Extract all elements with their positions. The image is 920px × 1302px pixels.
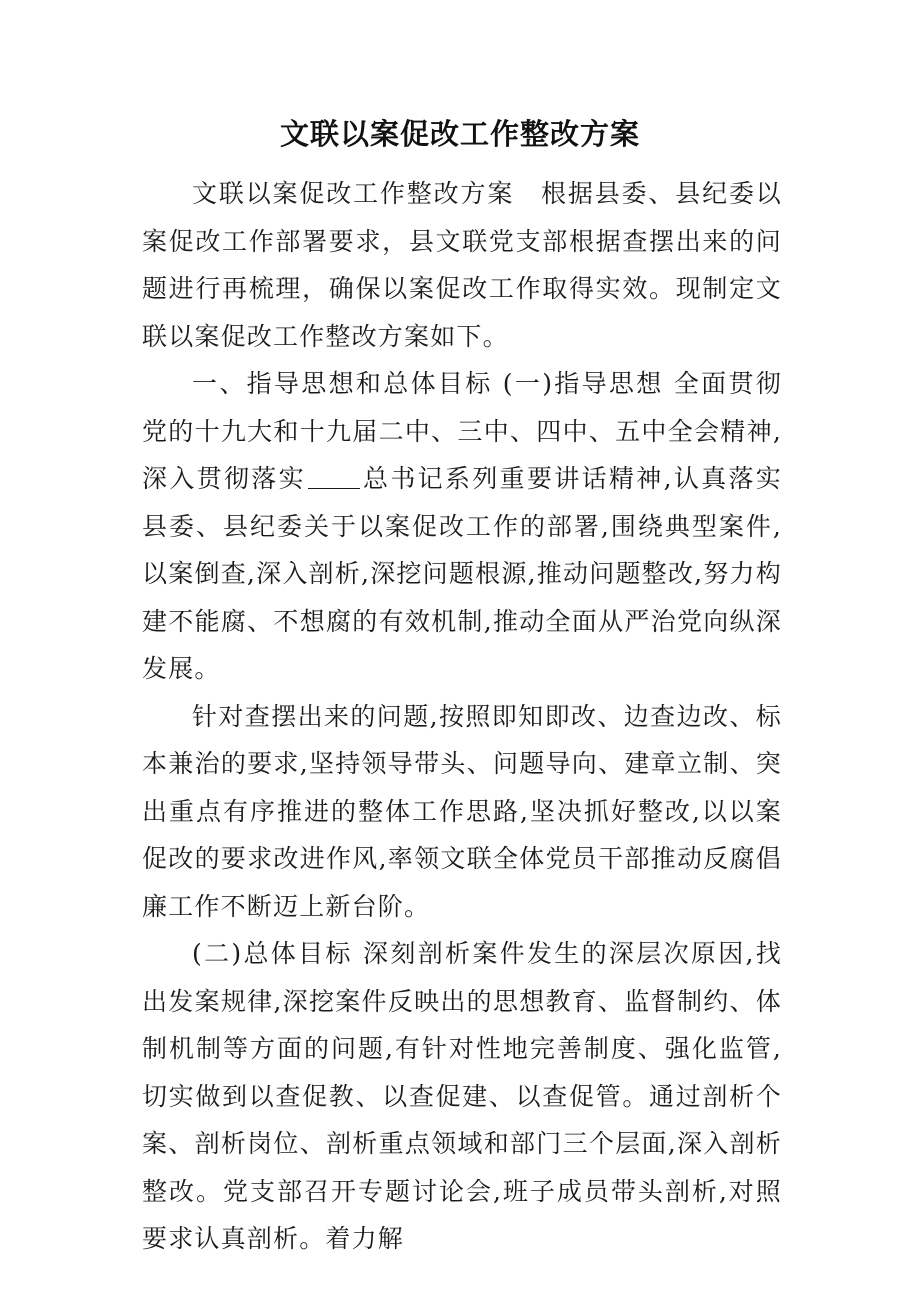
paragraph-intro: 文联以案促改工作整改方案 根据县委、县纪委以案促改工作部署要求，县文联党支部根据查摆出来的问题进行再梳理，确保以案促改工作取得实效。现制定文联以案促改工作整改方案如下。: [142, 179, 782, 351]
paragraph-guiding-thought: [142, 360, 782, 693]
blank-underline: [308, 463, 360, 489]
document-body: [142, 170, 782, 1263]
paragraph-guiding-thought-part-2: 总书记系列重要讲话精神,认真落实县委、县纪委关于以案促改工作的部署,围绕典型案件,以案倒查,深入剖析,深挖问题根源,推动问题整改,努力构建不能腐、不想腐的有效机制,推动全面从严治党向纵深发展。: [142, 464, 782, 683]
document-title: 文联以案促改工作整改方案: [279, 117, 640, 151]
paragraph-guiding-thought-part-1: 一、指导思想和总体目标 (一)指导思想 全面贯彻党的十九大和十九届二中、三中、四中、五中全会精神,深入贯彻落实: [142, 369, 782, 493]
paragraph-rectification-approach: 针对查摆出来的问题,按照即知即改、边查边改、标本兼治的要求,坚持领导带头、问题导向、建章立制、突出重点有序推进的整体工作思路,坚决抓好整改,以以案促改的要求改进作风,率领文联全体党员干部推动反腐倡廉工作不断迈上新台阶。: [142, 701, 782, 921]
paragraph-overall-goal: (二)总体目标 深刻剖析案件发生的深层次原因,找出发案规律,深挖案件反映出的思想教育、监督制约、体制机制等方面的问题,有针对性地完善制度、强化监管,切实做到以查促教、以查促建、以查促管。通过剖析个案、剖析岗位、剖析重点领域和部门三个层面,深入剖析整改。党支部召开专题讨论会,班子成员带头剖析,对照要求认真剖析。着力解: [142, 939, 782, 1253]
